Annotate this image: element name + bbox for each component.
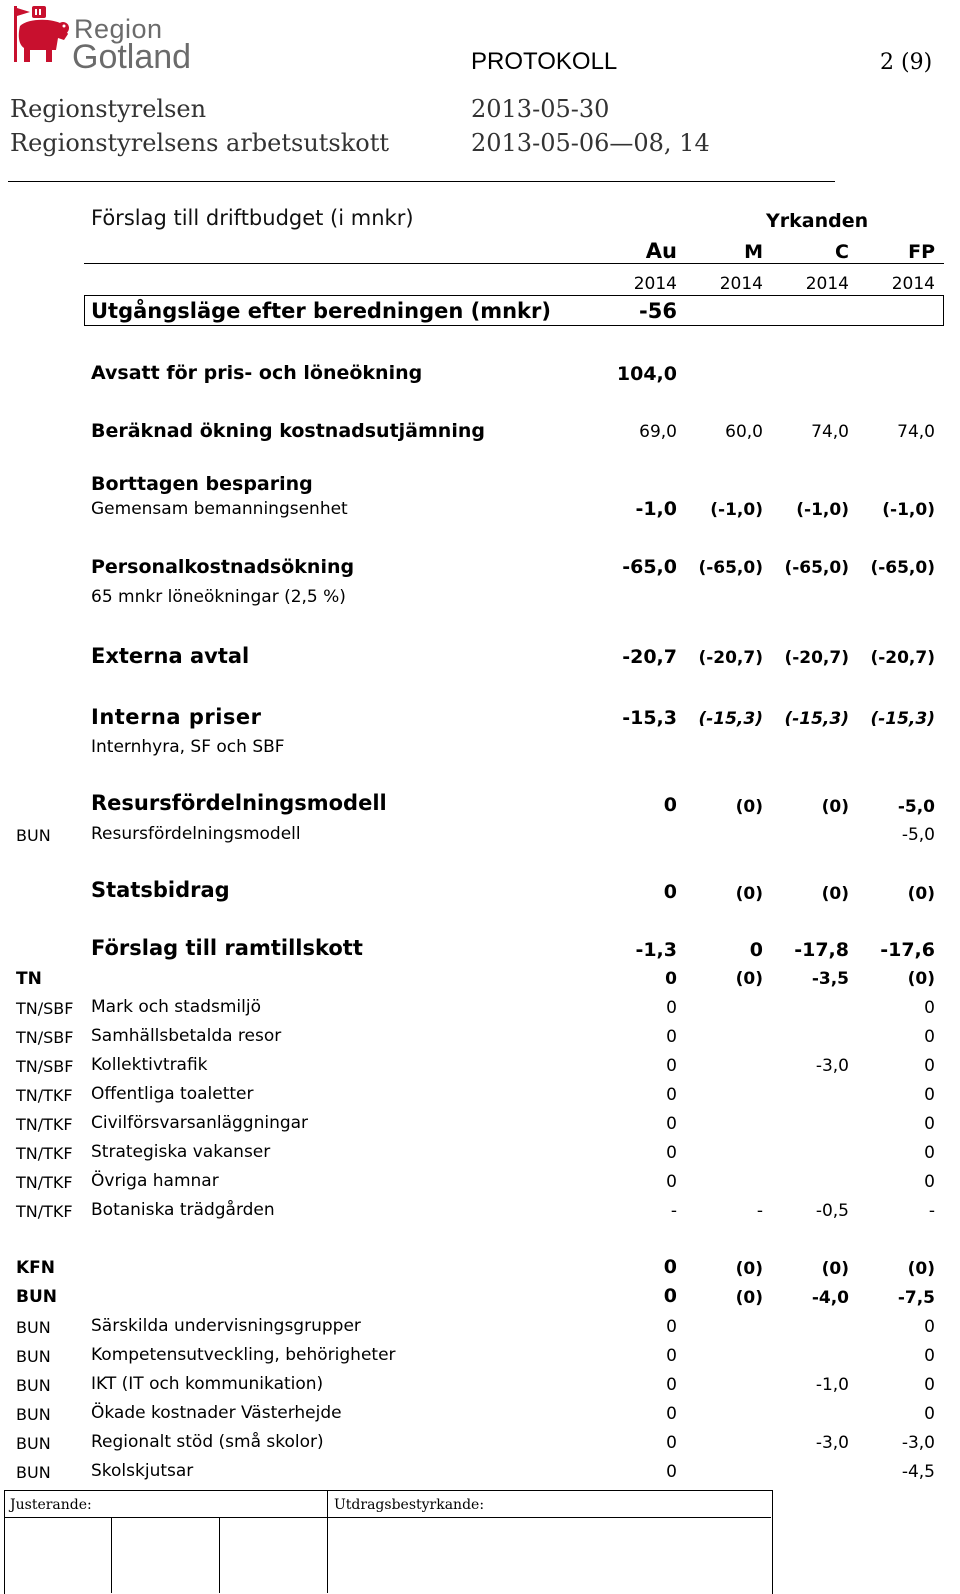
cell-au: -1,0 [635,498,677,520]
cell-c: (0) [821,884,849,904]
year-c: 2014 [805,274,849,294]
cell-au: -1,3 [635,939,677,961]
row-label: Civilförsvarsanläggningar [91,1113,309,1133]
row-sublabel: Resursfördelningsmodell [91,824,301,844]
start-label: Utgångsläge efter beredningen (mnkr) [91,299,551,323]
row-sublabel: Gemensam bemanningsenhet [91,499,348,519]
cell-c: (-1,0) [796,500,849,520]
org-code: TN [16,969,42,989]
cell-fp: (-65,0) [870,558,935,578]
year-fp: 2014 [891,274,935,294]
org-code: TN/TKF [16,1173,73,1192]
cell-fp: 0 [924,1056,935,1076]
cell-fp: -5,0 [901,825,935,845]
org-code: KFN [16,1258,56,1278]
cell-fp: 0 [924,1085,935,1105]
cell-au: 0 [666,1143,677,1163]
meeting-date: 2013-05-30 [471,95,610,123]
org-code: TN/TKF [16,1115,73,1134]
cell-c: -0,5 [815,1201,849,1221]
cell-fp: 0 [924,1317,935,1337]
cell-au: 0 [663,1285,677,1307]
table-header-rule [84,263,944,264]
cell-au: 0 [666,1462,677,1482]
org-code: TN/SBF [16,1028,74,1047]
row-label: IKT (IT och kommunikation) [91,1374,324,1394]
row-label: Övriga hamnar [91,1171,219,1191]
cell-au: 0 [666,1172,677,1192]
justerande-label: Justerande: [10,1497,92,1513]
cell-au: 0 [665,969,677,989]
cell-c: 74,0 [811,422,849,442]
cell-fp: (0) [907,1259,935,1279]
org-code: BUN [16,826,51,845]
row-label: Avsatt för pris- och löneökning [91,362,423,384]
org-code: BUN [16,1287,57,1307]
cell-m: (0) [735,1259,763,1279]
row-label: Resursfördelningsmodell [91,791,387,815]
cell-fp: 74,0 [897,422,935,442]
cell-m: (-20,7) [698,648,763,668]
cell-c: -3,0 [815,1433,849,1453]
cell-au: 0 [666,1317,677,1337]
year-au: 2014 [633,274,677,294]
cell-au: -15,3 [622,707,677,729]
cell-fp: -17,6 [880,939,935,961]
cell-fp: -7,5 [897,1288,935,1308]
cell-m: (0) [735,969,763,989]
row-label: Strategiska vakanser [91,1142,271,1162]
document-type: PROTOKOLL [471,48,618,75]
cell-m: - [756,1201,763,1221]
ram-emblem-icon [10,4,72,70]
logo-region-text: Region [74,14,163,44]
cell-m: 0 [749,939,763,961]
cell-m: (-15,3) [698,709,763,729]
cell-fp: (0) [907,884,935,904]
utdrag-label: Utdragsbestyrkande: [334,1497,485,1513]
org-code: TN/SBF [16,1057,74,1076]
signature-cell-divider [111,1517,112,1593]
cell-c: (0) [821,1259,849,1279]
org-code: BUN [16,1318,51,1337]
cell-au: 0 [666,1346,677,1366]
org-code: TN/TKF [16,1144,73,1163]
cell-au: 0 [666,1056,677,1076]
cell-fp: -4,5 [901,1462,935,1482]
cell-fp: 0 [924,1027,935,1047]
cell-fp: (-20,7) [870,648,935,668]
cell-au: -20,7 [622,646,677,668]
cell-fp: 0 [924,1404,935,1424]
cell-au: -65,0 [622,556,677,578]
cell-c: -1,0 [815,1375,849,1395]
row-sublabel: Internhyra, SF och SBF [91,737,285,757]
cell-au: 0 [666,998,677,1018]
cell-au: 104,0 [616,363,677,385]
cell-au: 69,0 [639,422,677,442]
org-code: TN/TKF [16,1202,73,1221]
org-code: BUN [16,1405,51,1424]
cell-fp: (0) [907,969,935,989]
row-label: Kollektivtrafik [91,1055,208,1075]
cell-fp: 0 [924,1346,935,1366]
row-label: Regionalt stöd (små skolor) [91,1432,324,1452]
signature-row-rule [4,1517,771,1518]
row-label: Samhällsbetalda resor [91,1026,282,1046]
cell-fp: 0 [924,1375,935,1395]
cell-m: (-1,0) [710,500,763,520]
cell-c: (-20,7) [784,648,849,668]
cell-c: (-15,3) [784,709,849,729]
cell-au: - [670,1201,677,1221]
signature-divider [327,1490,328,1593]
subcommittee-dates: 2013-05-06—08, 14 [471,129,710,157]
cell-au: 0 [666,1433,677,1453]
cell-fp: - [928,1201,935,1221]
committee-name: Regionstyrelsen [10,95,207,123]
cell-au: 0 [666,1027,677,1047]
cell-fp: -5,0 [897,797,935,817]
org-code: BUN [16,1376,51,1395]
header-divider [8,181,835,182]
row-label: Externa avtal [91,644,250,668]
col-c: C [835,241,849,263]
table-title: Förslag till driftbudget (i mnkr) [91,206,414,230]
cell-c: (-65,0) [784,558,849,578]
row-label: Kompetensutveckling, behörigheter [91,1345,396,1365]
row-label: Borttagen besparing [91,473,313,495]
row-label: Interna priser [91,705,262,729]
org-code: BUN [16,1434,51,1453]
row-sublabel: 65 mnkr löneökningar (2,5 %) [91,587,346,607]
org-code: BUN [16,1463,51,1482]
row-label: Ökade kostnader Västerhejde [91,1403,342,1423]
yrkanden-label: Yrkanden [766,210,869,232]
start-value: -56 [639,299,677,323]
cell-au: 0 [663,794,677,816]
cell-fp: (-15,3) [870,709,935,729]
cell-c: (0) [821,797,849,817]
cell-c: -3,5 [811,969,849,989]
col-m: M [744,241,763,263]
cell-au: 0 [663,1256,677,1278]
cell-c: -17,8 [794,939,849,961]
org-code: BUN [16,1347,51,1366]
cell-fp: -3,0 [901,1433,935,1453]
row-label: Botaniska trädgården [91,1200,275,1220]
cell-m: (-65,0) [698,558,763,578]
year-m: 2014 [719,274,763,294]
cell-m: (0) [735,1288,763,1308]
cell-fp: 0 [924,1114,935,1134]
row-label: Förslag till ramtillskott [91,936,363,960]
cell-m: 60,0 [725,422,763,442]
cell-c: -3,0 [815,1056,849,1076]
row-label: Särskilda undervisningsgrupper [91,1316,361,1336]
cell-au: 0 [666,1114,677,1134]
page-number: 2 (9) [880,50,933,75]
col-au: Au [645,239,677,263]
cell-c: -4,0 [811,1288,849,1308]
cell-au: 0 [666,1404,677,1424]
cell-fp: (-1,0) [882,500,935,520]
cell-m: (0) [735,797,763,817]
row-label: Beräknad ökning kostnadsutjämning [91,420,485,442]
org-code: TN/TKF [16,1086,73,1105]
row-label: Skolskjutsar [91,1461,194,1481]
cell-fp: 0 [924,1172,935,1192]
row-label: Statsbidrag [91,878,230,902]
cell-m: (0) [735,884,763,904]
cell-fp: 0 [924,998,935,1018]
row-label: Mark och stadsmiljö [91,997,261,1017]
row-label: Offentliga toaletter [91,1084,254,1104]
cell-fp: 0 [924,1143,935,1163]
cell-au: 0 [666,1085,677,1105]
cell-au: 0 [663,881,677,903]
signature-cell-divider [219,1517,220,1593]
logo-gotland-text: Gotland [72,38,192,76]
org-code: TN/SBF [16,999,74,1018]
col-fp: FP [908,241,935,263]
cell-au: 0 [666,1375,677,1395]
subcommittee-name: Regionstyrelsens arbetsutskott [10,129,390,157]
row-label: Personalkostnadsökning [91,556,355,578]
